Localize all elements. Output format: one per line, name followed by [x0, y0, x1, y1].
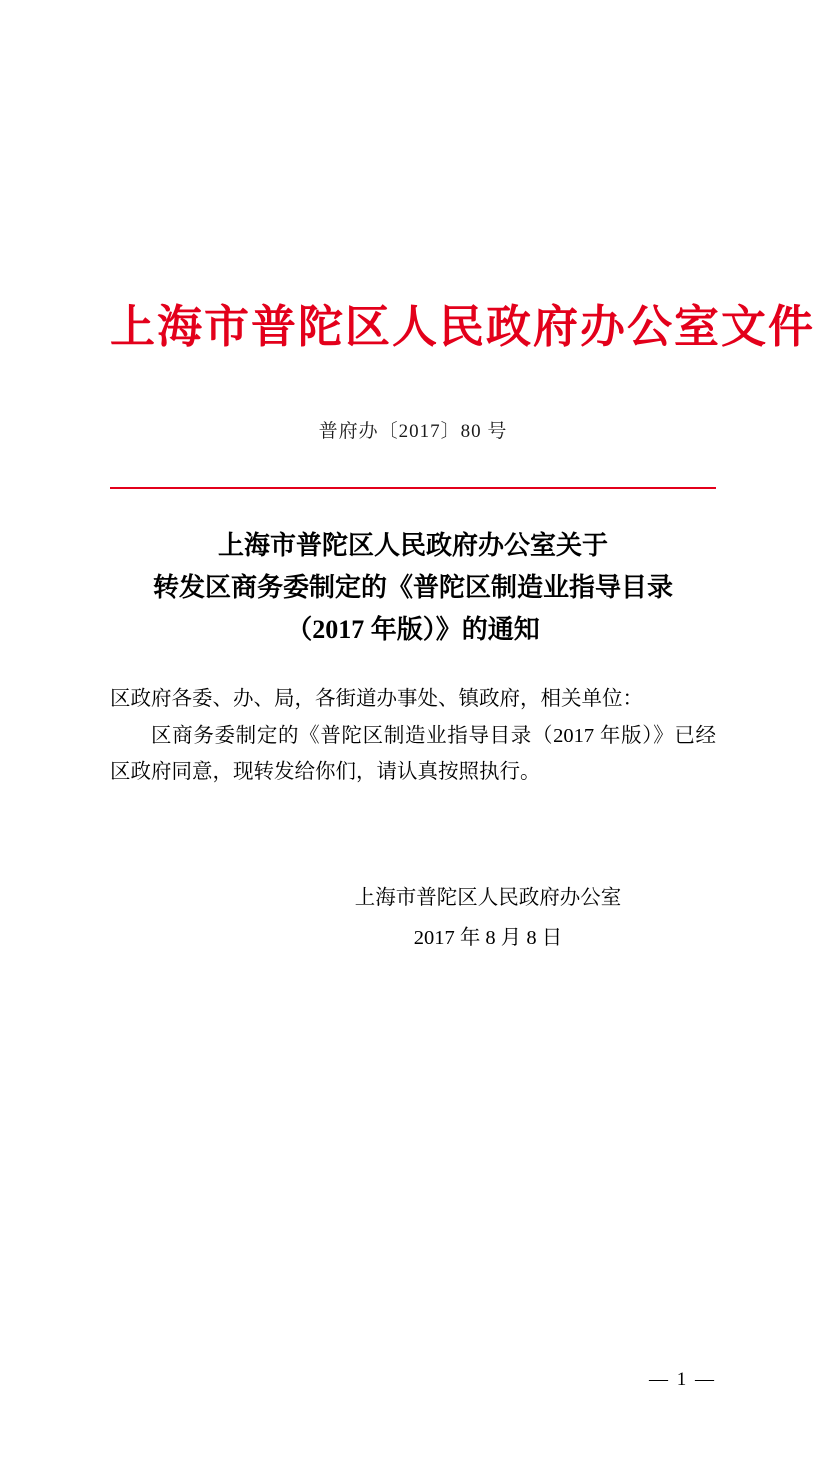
salutation: 区政府各委、办、局，各街道办事处、镇政府，相关单位：	[110, 688, 643, 711]
page-number: — 1 —	[649, 1369, 716, 1390]
document-page	[0, 300, 826, 1469]
document-body	[110, 681, 716, 790]
signature-date: 2017 年 8 月 8 日	[413, 926, 563, 949]
document-masthead: 上海市普陀区人民政府办公室文件	[110, 302, 816, 352]
document-title	[110, 525, 716, 651]
document-title-line-2: 转发区商务委制定的《普陀区制造业指导目录	[152, 573, 673, 603]
document-title-line-1: 上海市普陀区人民政府办公室关于	[217, 531, 608, 560]
red-divider-rule	[110, 487, 716, 489]
body-paragraph: 区商务委制定的《普陀区制造业指导目录（2017 年版）》已经区政府同意，现转发给你们，请认真按照执行。	[110, 724, 716, 784]
document-title-line-3: （2017 年版）》的通知	[286, 615, 540, 645]
signature-block	[110, 879, 716, 959]
signer-name: 上海市普陀区人民政府办公室	[354, 886, 622, 909]
document-number: 普府办〔2017〕80 号	[318, 421, 508, 442]
